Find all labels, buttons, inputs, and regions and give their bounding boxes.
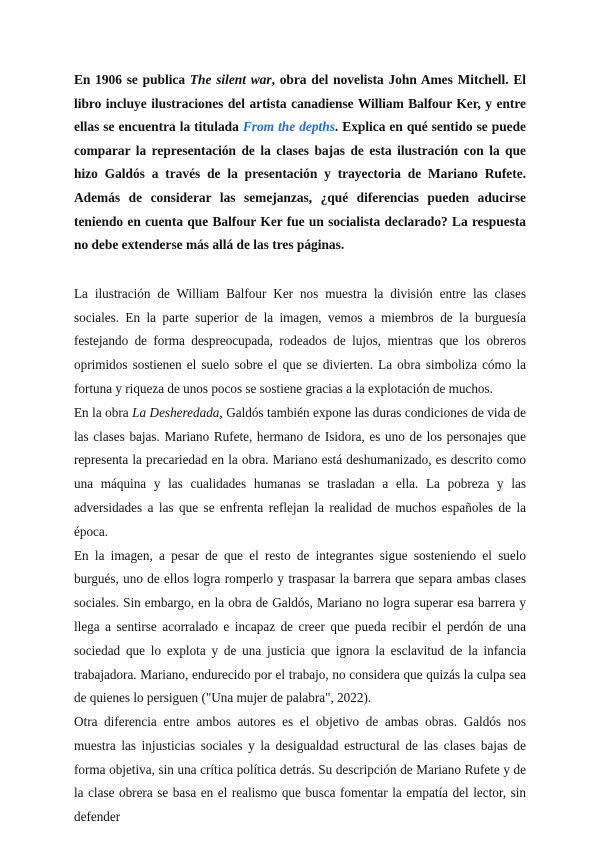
essay-paragraph-3: En la imagen, a pesar de que el resto de integrantes sigue sosteniendo el suelo burgués, uno de ellos logra romperlo y traspasar la barrera que separa ambas clases sociales. Sin embargo, en la obra de Galdós, Mariano no logra superar esa barrera y llega a sentirse acorralado e incapaz de creer que pueda recibir el perdón de una sociedad que lo explota y de una justicia que ignora la esclavitud de la infancia trabajadora. Mariano, endurecido por el trabajo, no considera que quizás la culpa sea de quienes lo persiguen ("Una mujer de palabra", 2022). [74,547,526,706]
prompt-text-3: . Explica en qué sentido se puede comparar la representación de la clases bajas de esta ilustración con la que hizo Galdós a través de la presentación y trayectoria de Mariano Rufete. Además de considerar las semejanzas, ¿qué diferencias pueden aducirse teniendo en cuenta que Balfour Ker fue un socialista declarado? La respuesta no debe extenderse más allá de las tres páginas. [74,119,526,253]
essay-paragraph-1: La ilustración de William Balfour Ker nos muestra la división entre las clases sociales. En la parte superior de la imagen, vemos a miembros de la burguesía festejando de forma despreocupada, rodeados de lujos, mientras que los obreros oprimidos sostienen el suelo sobre el que se divierten. La obra simboliza cómo la fortuna y riqueza de unos pocos se sostiene gracias a la explotación de muchos. [74,285,526,396]
work-title: The silent war [189,72,272,87]
novel-title: La Desheredada [132,404,220,420]
assignment-prompt [74,68,526,257]
essay-paragraph-4: Otra diferencia entre ambos autores es el objetivo de ambas obras. Galdós nos muestra las injusticias sociales y la desigualdad estructural de las clases bajas de forma objetiva, sin una crítica política detrás. Su descripción de Mariano Rufete y de la clase obrera se basa en el realismo que busca fomentar la empatía del lector, sin defender [74,714,526,825]
essay-paragraph-2 [74,401,526,544]
prompt-text-2: , obra del novelista John Ames Mitchell. El libro incluye ilustraciones del artista canadiense William Balfour Ker, y entre ellas se encuentra la titulada [74,72,526,135]
illustration-title-link[interactable]: From the depths [242,119,335,135]
essay-body [74,282,526,829]
paragraph-2-intro: En la obra [74,404,133,420]
prompt-text-1: En 1906 se publica [74,72,190,87]
paragraph-2-rest: , Galdós también expone las duras condiciones de vida de las clases bajas. Mariano Rufete, hermano de Isidora, es uno de los personajes que representa la precariedad en la obra. Mariano está deshumanizado, es descrito como una máquina y las cualidades humanas se trasladan a ella. La pobreza y las adversidades a las que se enfrenta reflejan la realidad de muchos españoles de la época. [74,404,526,539]
